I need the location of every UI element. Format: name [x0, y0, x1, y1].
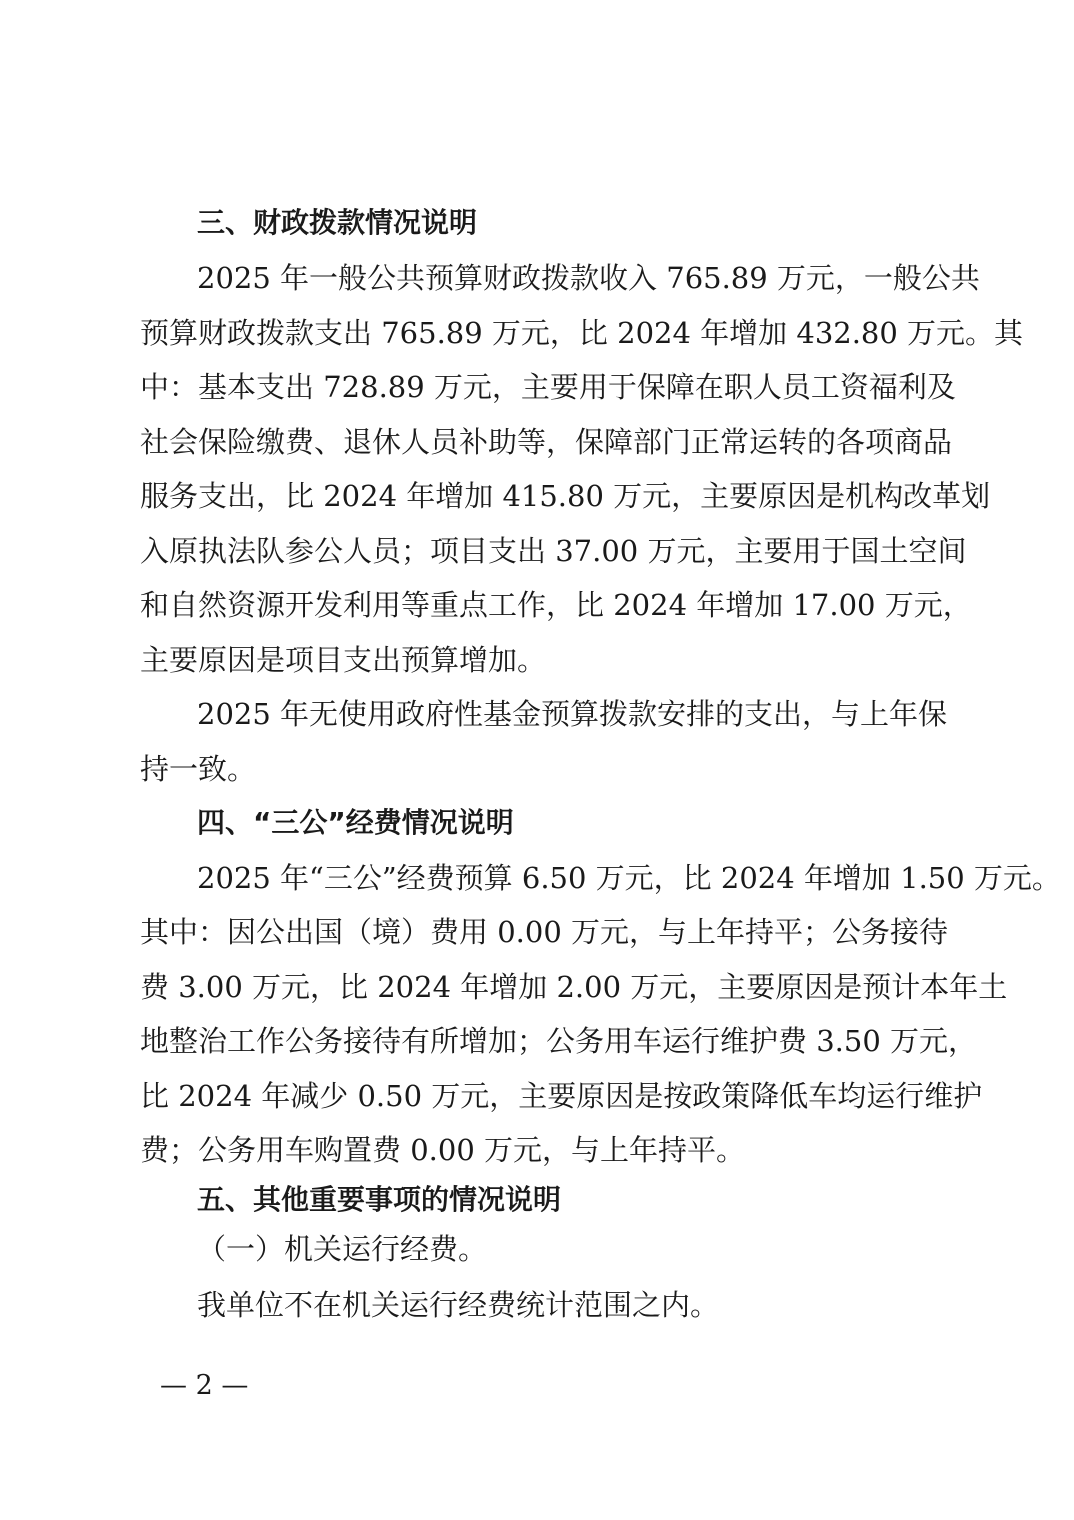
paragraph-line: 持一致。	[140, 752, 257, 786]
paragraph-line: 和自然资源开发利用等重点工作，比 2024 年增加 17.00 万元，	[140, 588, 972, 622]
paragraph-line: 比 2024 年减少 0.50 万元，主要原因是按政策降低车均运行维护	[140, 1079, 983, 1113]
subsection-heading: （一）机关运行经费。	[197, 1232, 488, 1266]
paragraph-line: 2025 年“三公”经费预算 6.50 万元，比 2024 年增加 1.50 万元。	[197, 861, 1061, 895]
paragraph-line: 服务支出，比 2024 年增加 415.80 万元，主要原因是机构改革划	[140, 479, 991, 513]
paragraph-line: 地整治工作公务接待有所增加；公务用车运行维护费 3.50 万元，	[140, 1024, 978, 1058]
section-heading: 五、其他重要事项的情况说明	[197, 1183, 562, 1216]
paragraph-line: 中：基本支出 728.89 万元，主要用于保障在职人员工资福利及	[140, 370, 956, 404]
paragraph-line: 2025 年一般公共预算财政拨款收入 765.89 万元，一般公共	[197, 261, 980, 295]
paragraph-line: 主要原因是项目支出预算增加。	[140, 643, 547, 677]
paragraph-line: 费 3.00 万元，比 2024 年增加 2.00 万元，主要原因是预计本年土	[140, 970, 1008, 1004]
page-number: — 2 —	[160, 1370, 249, 1401]
section-heading: 三、财政拨款情况说明	[197, 206, 478, 239]
paragraph-line: 我单位不在机关运行经费统计范围之内。	[197, 1288, 720, 1322]
paragraph-line: 2025 年无使用政府性基金预算拨款安排的支出，与上年保	[197, 697, 948, 731]
paragraph-line: 费；公务用车购置费 0.00 万元，与上年持平。	[140, 1133, 746, 1167]
paragraph-line: 预算财政拨款支出 765.89 万元，比 2024 年增加 432.80 万元。其	[140, 316, 1024, 350]
paragraph-line: 社会保险缴费、退休人员补助等，保障部门正常运转的各项商品	[140, 425, 953, 459]
section-heading: 四、“三公”经费情况说明	[197, 806, 514, 839]
paragraph-line: 入原执法队参公人员；项目支出 37.00 万元，主要用于国土空间	[140, 534, 967, 568]
paragraph-line: 其中：因公出国（境）费用 0.00 万元，与上年持平；公务接待	[140, 915, 949, 949]
